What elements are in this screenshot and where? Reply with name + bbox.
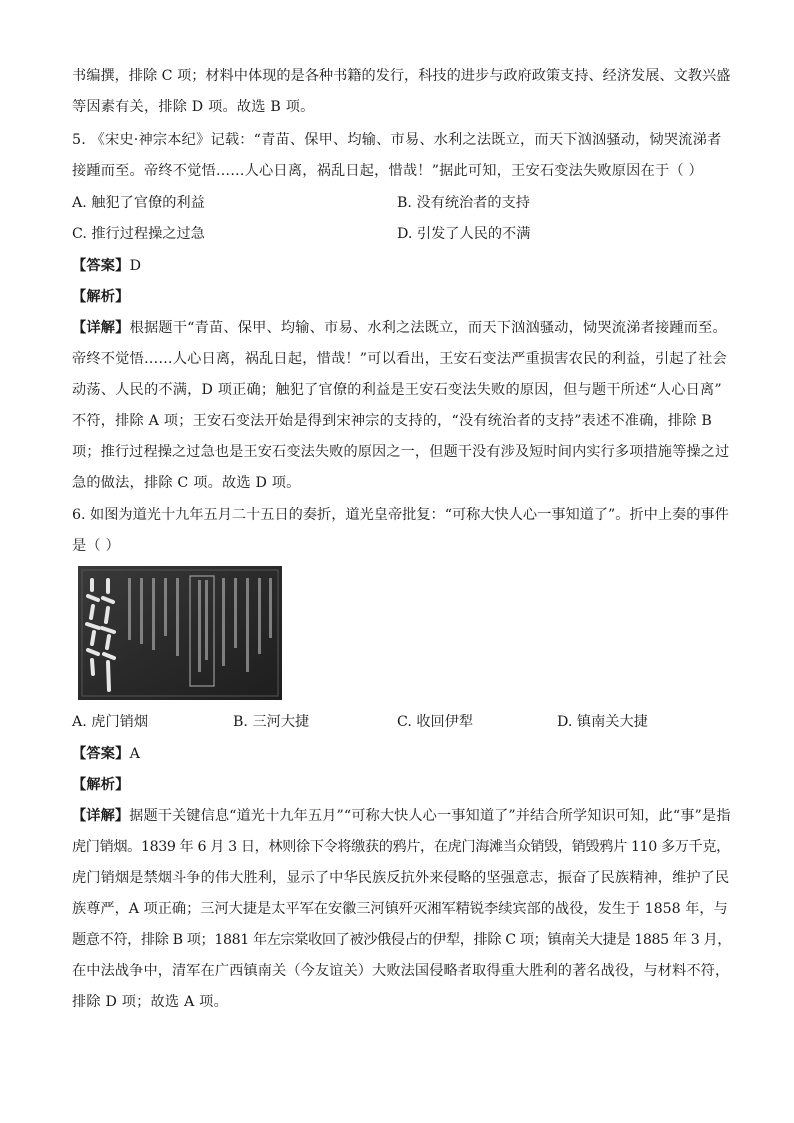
q6-answer — [72, 744, 732, 764]
q6-option-c: C. 收回伊犁 — [397, 714, 474, 730]
q6-stem-line-2: 是（ ） — [72, 538, 120, 554]
q5-detail-line-2: 帝终不觉悟……人心日离，祸乱日起，惜哉！”可以看出，王安石变法严重损害农民的利益，引起了社会 — [72, 351, 727, 367]
q6-detail-tag: 【详解】 — [72, 808, 130, 824]
q5-analysis-heading — [72, 287, 732, 307]
q6-detail-line-4: 族尊严，A 项正确；三河大捷是太平军在安徽三河镇歼灭湘军精锐李续宾部的战役，发生于 1858 年，与 — [72, 901, 728, 917]
q6-stem-line-1: 6. 如图为道光十九年五月二十五日的奏折，道光皇帝批复：“可称大快人心一事知道了”。折中上奏的事件 — [72, 507, 729, 523]
q5-option-c: C. 推行过程操之过急 — [72, 226, 205, 242]
q6-detail-text-1: 据题干关键信息“道光十九年五月”“可称大快人心一事知道了”并结合所学知识可知，此“事”是指 — [129, 808, 731, 824]
q6-detail-line-3: 虎门销烟是禁烟斗争的伟大胜利，显示了中华民族反抗外来侵略的坚强意志，振奋了民族精神，维护了民 — [72, 870, 730, 886]
q5-option-a: A. 触犯了官僚的利益 — [72, 195, 205, 211]
q5-detail-line-4: 不符，排除 A 项；王安石变法开始是得到宋神宗的支持的，“没有统治者的支持”表述不准确，排除 B — [72, 413, 712, 429]
q6-detail-line-5: 题意不符，排除 B 项；1881 年左宗棠收回了被沙俄侵占的伊犁，排除 C 项；镇南关大捷是 1885 年 3 月， — [72, 932, 732, 948]
q5-option-b: B. 没有统治者的支持 — [397, 195, 530, 211]
q5-answer — [72, 256, 732, 276]
q5-answer-tag: 【答案】 — [72, 258, 130, 274]
q5-option-d: D. 引发了人民的不满 — [397, 226, 531, 242]
carry-over-line-2: 等因素有关，排除 D 项。故选 B 项。 — [72, 99, 315, 115]
q5-answer-value: D — [129, 258, 142, 274]
q6-answer-tag: 【答案】 — [72, 746, 130, 762]
q5-detail-tag: 【详解】 — [72, 320, 130, 336]
q6-option-b: B. 三河大捷 — [233, 714, 310, 730]
q6-option-d: D. 镇南关大捷 — [557, 714, 648, 730]
q6-detail-line-2: 虎门销烟。1839 年 6 月 3 日，林则徐下令将缴获的鸦片，在虎门海滩当众销毁，销毁鸦片 110 多万千克， — [72, 839, 730, 855]
memorial-photo — [78, 566, 282, 700]
q5-detail-line-1 — [72, 318, 732, 338]
q6-detail-line-1 — [72, 806, 732, 826]
q5-analysis-tag: 【解析】 — [72, 289, 130, 305]
q5-detail-line-5: 项；推行过程操之过急也是王安石变法失败的原因之一，但题干没有涉及短时间内实行多项措施等操之过 — [72, 444, 730, 460]
q5-detail-text-1: 根据题干“青苗、保甲、均输、市易、水利之法既立，而天下汹汹骚动，恸哭流涕者接踵而至。 — [129, 320, 727, 336]
q6-analysis-tag: 【解析】 — [72, 777, 130, 793]
q5-detail-line-3: 动荡、人民的不满，D 项正确；触犯了官僚的利益是王安石变法失败的原因，但与题干所述“人心日离” — [72, 382, 722, 398]
q6-detail-line-7: 排除 D 项；故选 A 项。 — [72, 994, 228, 1010]
q5-stem-line-2: 接踵而至。帝终不觉悟……人心日离，祸乱日起，惜哉！”据此可知，王安石变法失败原因在于（ ） — [72, 163, 703, 179]
q5-detail-line-6: 急的做法，排除 C 项。故选 D 项。 — [72, 475, 301, 491]
q6-analysis-heading — [72, 775, 732, 795]
carry-over-line-1: 书编撰，排除 C 项；材料中体现的是各种书籍的发行，科技的进步与政府政策支持、经济发展、文教兴盛 — [72, 68, 731, 84]
q6-answer-value: A — [129, 746, 141, 762]
q5-stem-line-1: 5. 《宋史·神宗本纪》记载：“青苗、保甲、均输、市易、水利之法既立，而天下汹汹骚动，恸哭流涕者 — [72, 132, 722, 148]
q6-detail-line-6: 在中法战争中，清军在广西镇南关（今友谊关）大败法国侵略者取得重大胜利的著名战役，与材料不符， — [72, 963, 730, 979]
q6-option-a: A. 虎门销烟 — [72, 714, 149, 730]
